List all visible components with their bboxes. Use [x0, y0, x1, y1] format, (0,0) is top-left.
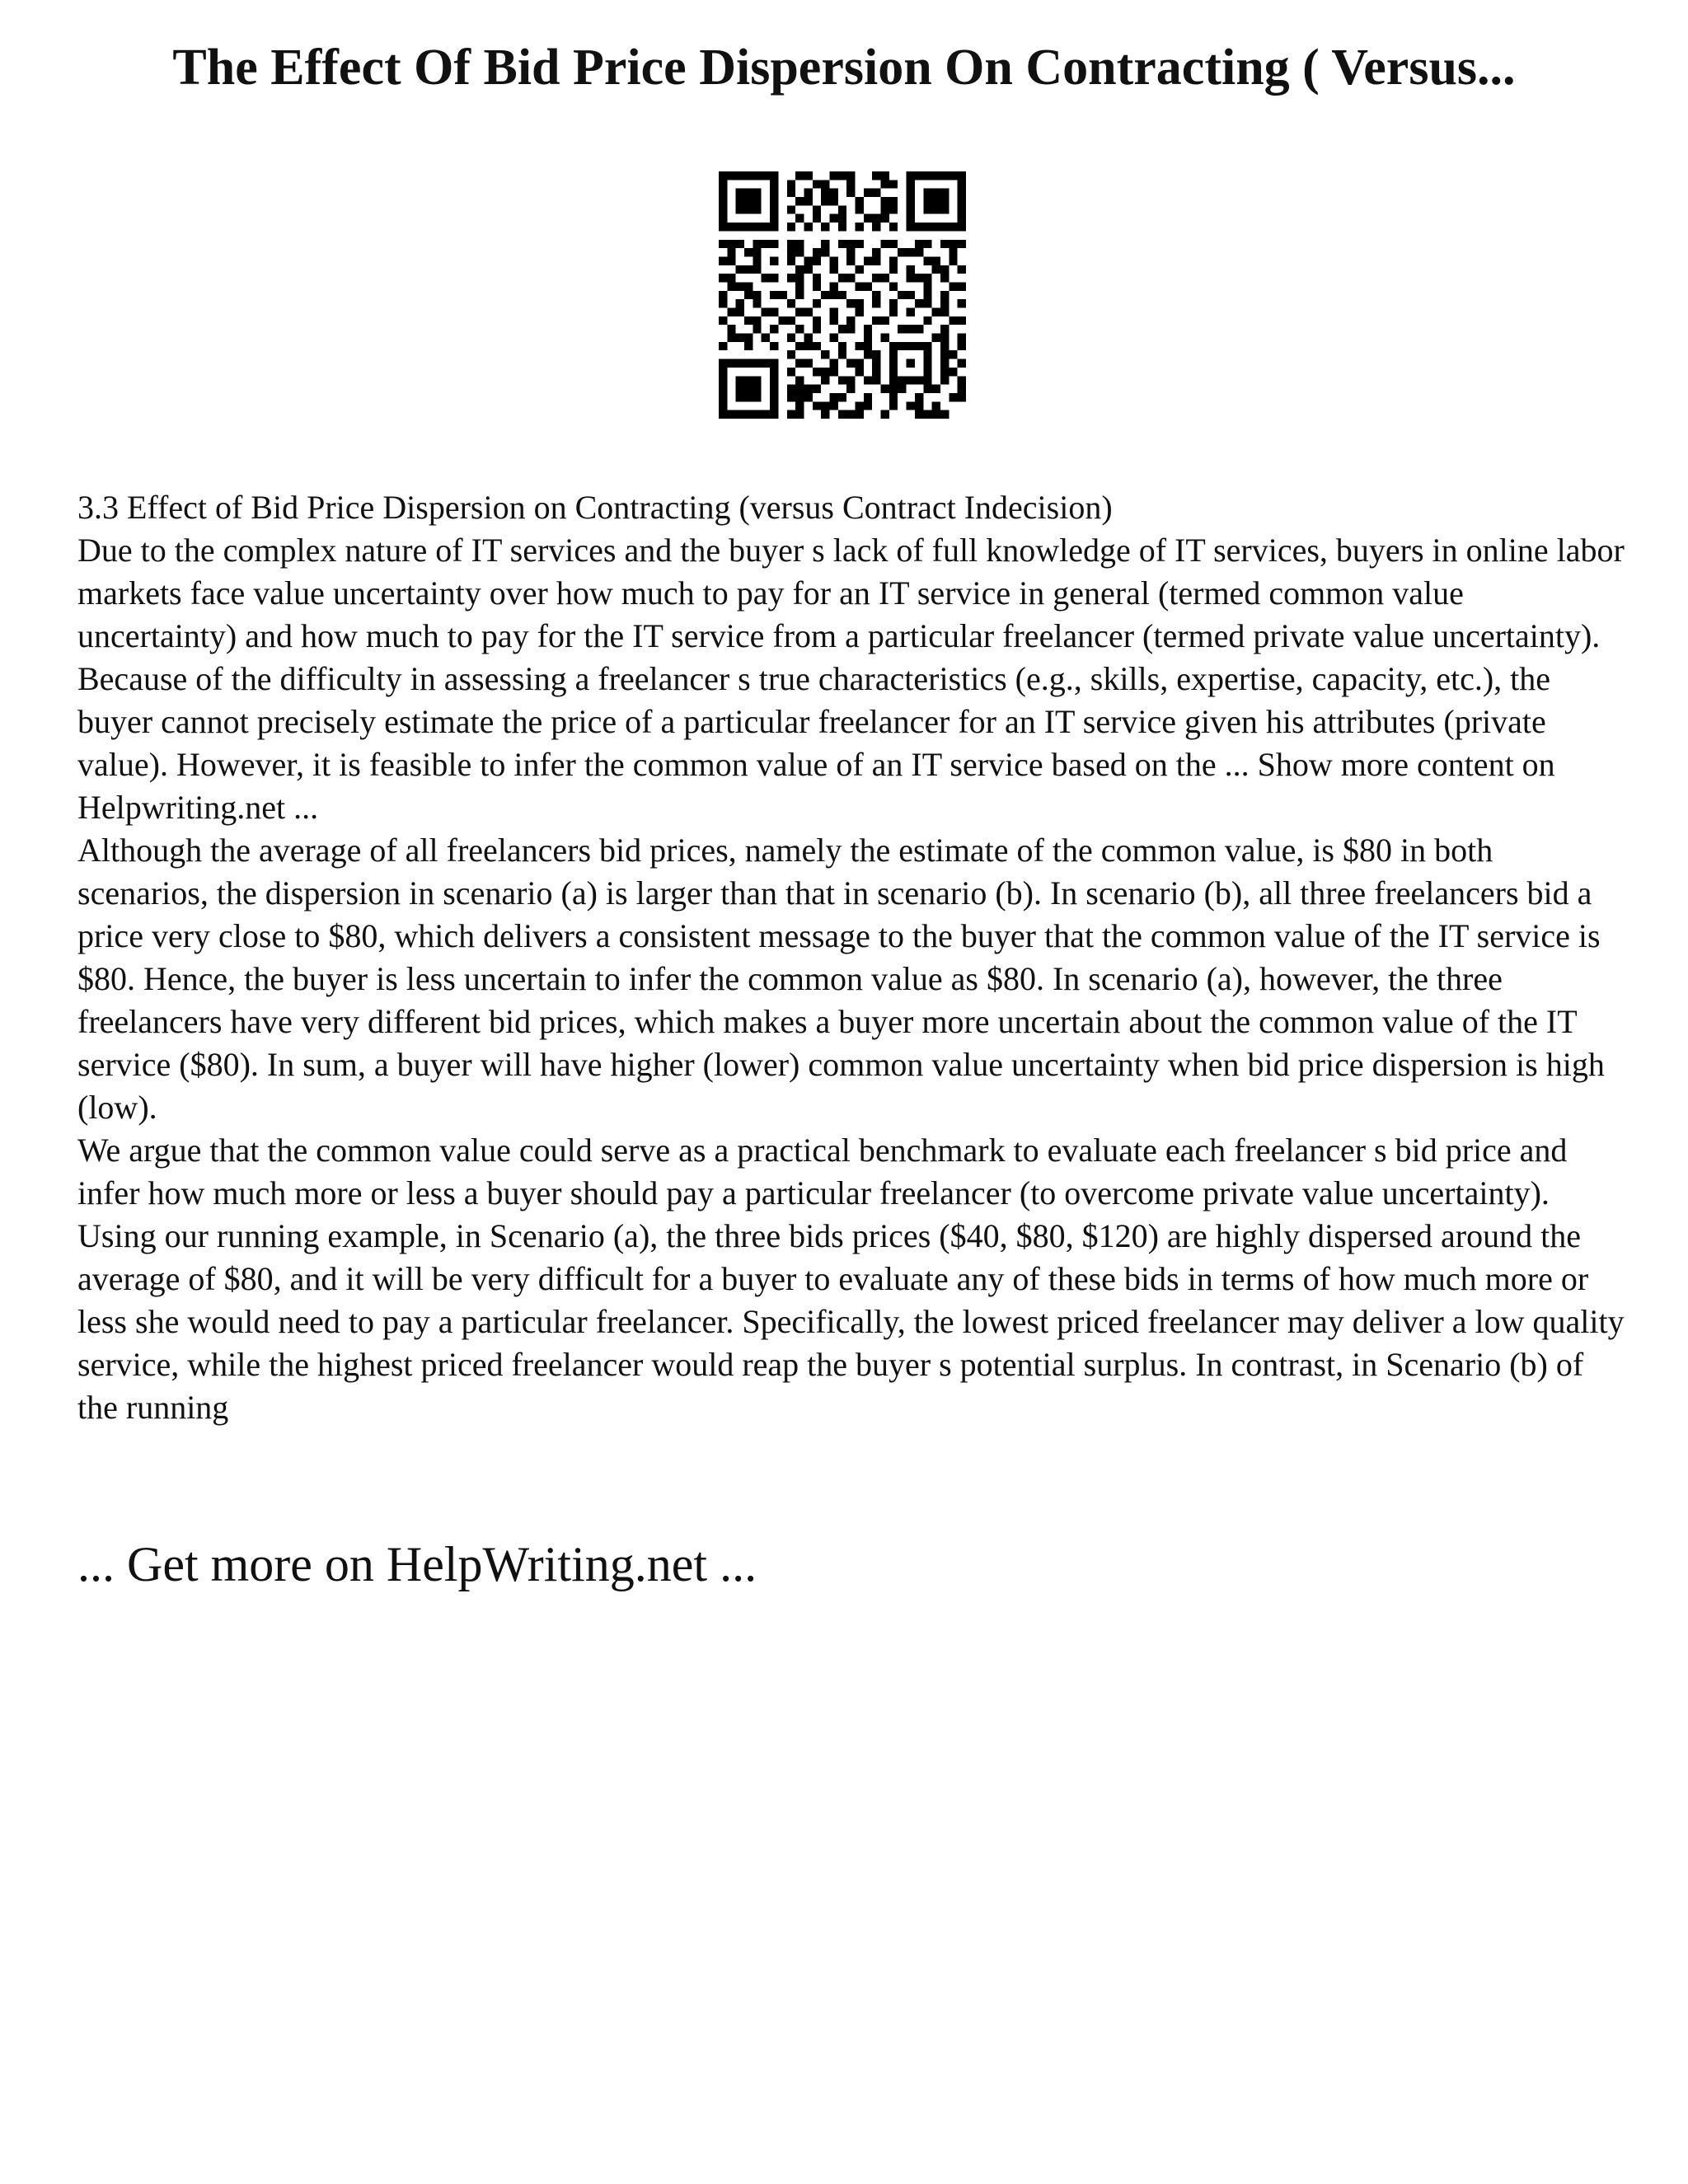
- body-paragraph: We argue that the common value could serve as a practical benchmark to evaluate each freelancer s bid price and infer how much more or less a buyer should pay a particular freelancer (to overcome private value uncertainty). Using our running example, in Scenario (a), the three bids prices ($40, $80, $120) are highly dispersed around the average of $80, and it will be very difficult for a buyer to evaluate any of these bids in terms of how much more or less she would need to pay a particular freelancer. Specifically, the lowest priced freelancer may deliver a low quality service, while the highest priced freelancer would reap the buyer s potential surplus. In contrast, in Scenario (b) of the running: [77, 1132, 1625, 1426]
- section-heading: 3.3 Effect of Bid Price Dispersion on Contracting (versus Contract Indecision): [77, 489, 1113, 526]
- get-more-link[interactable]: ... Get more on HelpWriting.net ...: [77, 1537, 757, 1591]
- qr-code: [719, 171, 966, 419]
- document-body: [77, 486, 1627, 1429]
- body-paragraph: Although the average of all freelancers bid prices, namely the estimate of the common value, is $80 in both scenarios, the dispersion in scenario (a) is larger than that in scenario (b). In scenario (b), all three freelancers bid a price very close to $80, which delivers a consistent message to the buyer that the common value of the IT service is $80. Hence, the buyer is less uncertain to infer the common value as $80. In scenario (a), however, the three freelancers have very different bid prices, which makes a buyer more uncertain about the common value of the IT service ($80). In sum, a buyer will have higher (lower) common value uncertainty when bid price dispersion is high (low).: [77, 832, 1605, 1126]
- body-paragraph: Due to the complex nature of IT services and the buyer s lack of full knowledge of IT services, buyers in online labor markets face value uncertainty over how much to pay for an IT service in general (termed common value uncertainty) and how much to pay for the IT service from a particular freelancer (termed private value uncertainty). Because of the difficulty in assessing a freelancer s true characteristics (e.g., skills, expertise, capacity, etc.), the buyer cannot precisely estimate the price of a particular freelancer for an IT service given his attributes (private value). However, it is feasible to infer the common value of an IT service based on the ... Show more content on Helpwriting.net ...: [77, 532, 1625, 826]
- document-title: The Effect Of Bid Price Dispersion On Contracting ( Versus...: [172, 40, 1516, 96]
